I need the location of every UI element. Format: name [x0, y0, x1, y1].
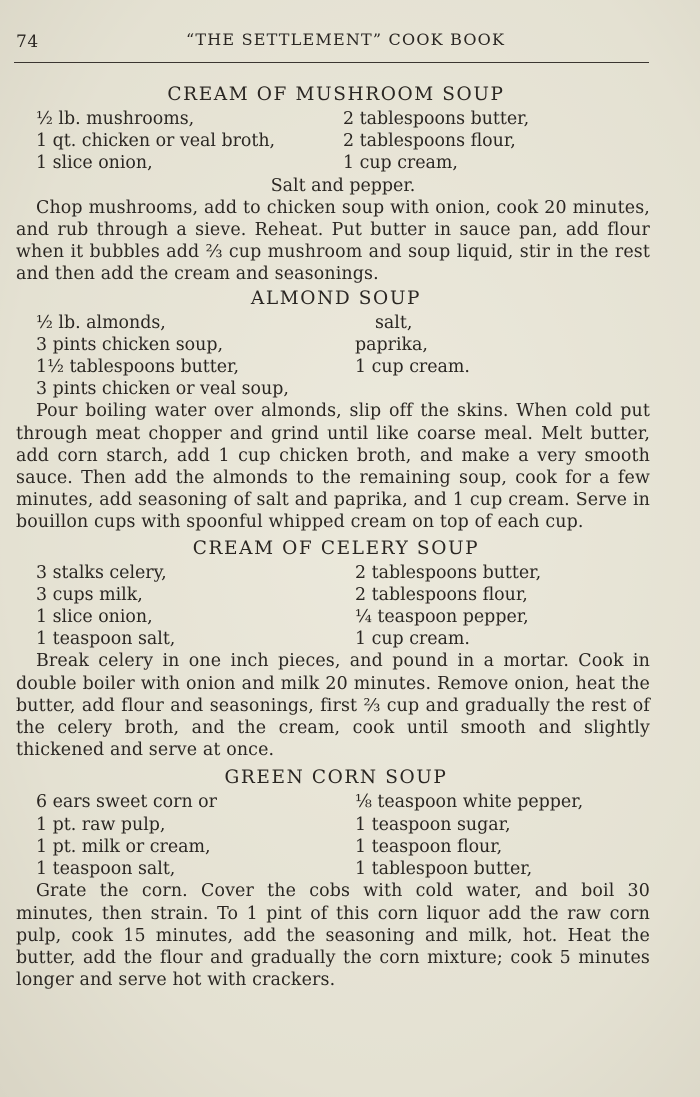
ingredient: 1 pt. raw pulp, [36, 814, 166, 835]
ingredient: paprika, [355, 334, 428, 355]
ingredient: 6 ears sweet corn or [36, 792, 217, 813]
ingredient: 3 cups milk, [36, 584, 143, 605]
ingredient: 1 tablespoon butter, [355, 859, 533, 880]
ingredient-list [16, 791, 650, 880]
recipe-title: CREAM OF CELERY SOUP [192, 537, 480, 559]
ingredient: ⅛ teaspoon white pepper, [355, 792, 584, 813]
ingredient: ½ lb. almonds, [36, 312, 166, 333]
recipe-green-corn-soup [16, 765, 650, 991]
ingredient: 1 cup cream. [355, 357, 470, 378]
recipe-cream-of-mushroom-soup [16, 82, 650, 286]
ingredient: 3 pints chicken soup, [36, 334, 223, 355]
ingredient: 1 teaspoon salt, [36, 629, 176, 650]
ingredient: ½ lb. mushrooms, [36, 109, 195, 129]
recipe-directions: Break celery in one inch pieces, and pound in a mortar. Cook in double boiler with onion and milk 20 minutes. Remove onion, heat the butter, add flour and seasonings, first ⅔ cup and gradually the rest of the celery broth, and the cream, cook until smooth and slightly thickened and serve at once. [16, 651, 650, 761]
ingredient: 3 stalks celery, [36, 562, 167, 583]
page-content [16, 82, 650, 991]
recipe-directions: Grate the corn. Cover the cobs with cold water, and boil 30 minutes, then strain. To 1 pint of this corn liquor add the raw corn pulp, cook 15 minutes, add the seasoning and milk, hot. Heat the butter, add the flour and gradually the corn mixture; cook 5 minutes longer and serve hot with crackers. [16, 881, 650, 991]
recipe-title: GREEN CORN SOUP [224, 767, 448, 789]
recipe-title: CREAM OF MUSHROOM SOUP [167, 84, 505, 105]
ingredient: 3 pints chicken or veal soup, [36, 379, 289, 400]
page-header [14, 30, 654, 56]
ingredient: 1 pt. milk or cream, [36, 836, 211, 857]
ingredient: 1 teaspoon sugar, [355, 814, 511, 835]
header-rule [14, 62, 649, 63]
ingredient: 1 slice onion, [36, 607, 153, 628]
recipe-cream-of-celery-soup [16, 536, 650, 762]
ingredient-list [16, 562, 650, 651]
ingredient: 1½ tablespoons butter, [36, 357, 239, 378]
ingredient: 1 teaspoon flour, [355, 836, 503, 857]
ingredient: 2 tablespoons butter, [343, 109, 530, 129]
ingredient: 2 tablespoons flour, [355, 584, 528, 605]
ingredient: ¼ teaspoon pepper, [355, 607, 529, 628]
ingredient: 2 tablespoons flour, [343, 131, 516, 152]
recipe-title: ALMOND SOUP [250, 287, 422, 309]
recipe-almond-soup [16, 286, 650, 534]
ingredient: 2 tablespoons butter, [355, 562, 542, 583]
ingredient: 1 teaspoon salt, [36, 859, 176, 880]
page-number: 74 [16, 32, 39, 52]
running-title: “THE SETTLEMENT” COOK BOOK [186, 30, 506, 49]
ingredient: salt, [375, 312, 413, 333]
ingredient: 1 qt. chicken or veal broth, [36, 131, 276, 152]
ingredient: 1 slice onion, [36, 153, 153, 174]
recipe-directions: Pour boiling water over almonds, slip off the skins. When cold put through meat chopper and grind until like coarse meal. Melt butter, add corn starch, add 1 cup chicken broth, and make a very smooth sauce. Then add the almonds to the remaining soup, cook for a few minutes, add seasoning of salt and paprika, and 1 cup cream. Serve in bouillon cups with spoonful whipped cream on top of each cup. [16, 401, 650, 533]
ingredient-list [16, 312, 650, 401]
recipe-directions: Chop mushrooms, add to chicken soup with onion, cook 20 minutes, and rub through a sieve. Reheat. Put butter in sauce pan, add flour when it bubbles add ⅔ cup mushroom and soup liquid, stir in the rest and then add the cream and seasonings. [16, 197, 650, 285]
ingredient: 1 cup cream. [355, 629, 470, 650]
ingredient-list [16, 108, 650, 175]
seasoning-line: Salt and pepper. [270, 175, 416, 196]
ingredient: 1 cup cream, [343, 153, 458, 174]
